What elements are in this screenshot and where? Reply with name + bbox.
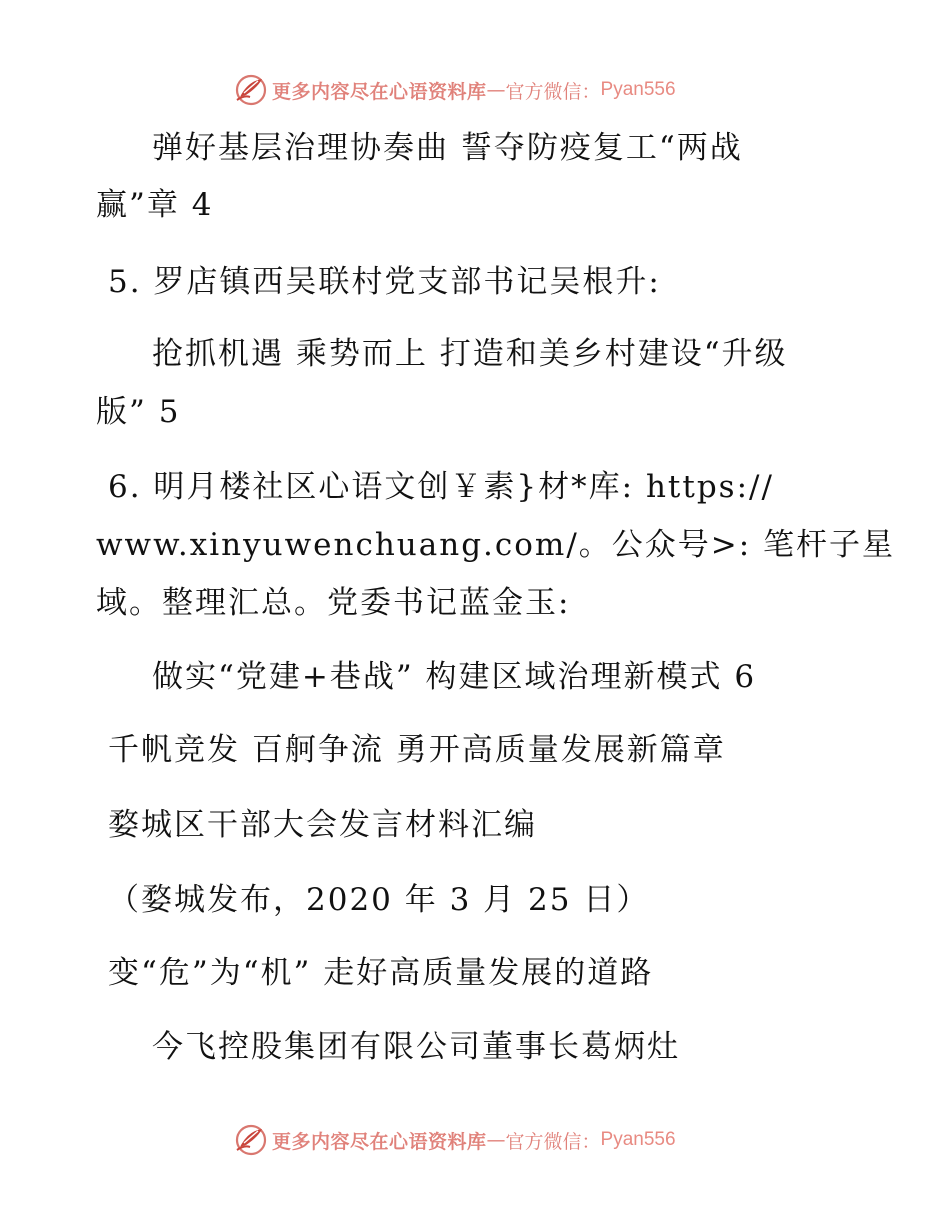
pen-nib-circle-icon — [234, 1123, 268, 1157]
watermark-dash: — — [486, 1129, 506, 1151]
text-line-6: 6. 明月楼社区心语文创￥素}材*库: https:// — [108, 469, 774, 505]
watermark-dash: — — [486, 79, 506, 101]
text-line-14: 今飞控股集团有限公司董事长葛炳灶 — [152, 1029, 680, 1065]
text-line-5: 版” 5 — [96, 394, 181, 430]
text-line-13: 变“危”为“机” 走好高质量发展的道路 — [108, 955, 654, 991]
header-watermark — [234, 72, 754, 108]
watermark-wechat-id: Pyan556 — [600, 79, 676, 100]
text-line-2: 赢”章 4 — [96, 187, 214, 223]
text-line-4: 抢抓机遇 乘势而上 打造和美乡村建设“升级 — [152, 336, 788, 372]
text-line-1: 弹好基层治理协奏曲 誓夺防疫复工“两战 — [152, 130, 743, 166]
text-line-3: 5. 罗店镇西吴联村党支部书记吴根升: — [108, 264, 661, 300]
watermark-main-text: 更多内容尽在心语资料库 — [272, 80, 487, 103]
pen-nib-circle-icon — [234, 73, 268, 107]
text-line-12: （婺城发布，2020 年 3 月 25 日） — [108, 882, 650, 918]
watermark-sub-text: 官方微信： — [505, 1130, 601, 1153]
footer-watermark — [234, 1122, 754, 1158]
watermark-wechat-id: Pyan556 — [600, 1129, 676, 1150]
watermark-sub-text: 官方微信： — [505, 80, 601, 103]
text-line-8: 域。整理汇总。党委书记蓝金玉: — [96, 585, 571, 621]
text-line-9: 做实“党建+巷战” 构建区域治理新模式 6 — [152, 659, 757, 695]
text-line-11: 婺城区干部大会发言材料汇编 — [108, 807, 537, 843]
text-line-7: www.xinyuwenchuang.com/。公众号>: 笔杆子星 — [96, 527, 896, 563]
watermark-main-text: 更多内容尽在心语资料库 — [272, 1130, 487, 1153]
text-line-10: 千帆竞发 百舸争流 勇开高质量发展新篇章 — [108, 732, 726, 768]
